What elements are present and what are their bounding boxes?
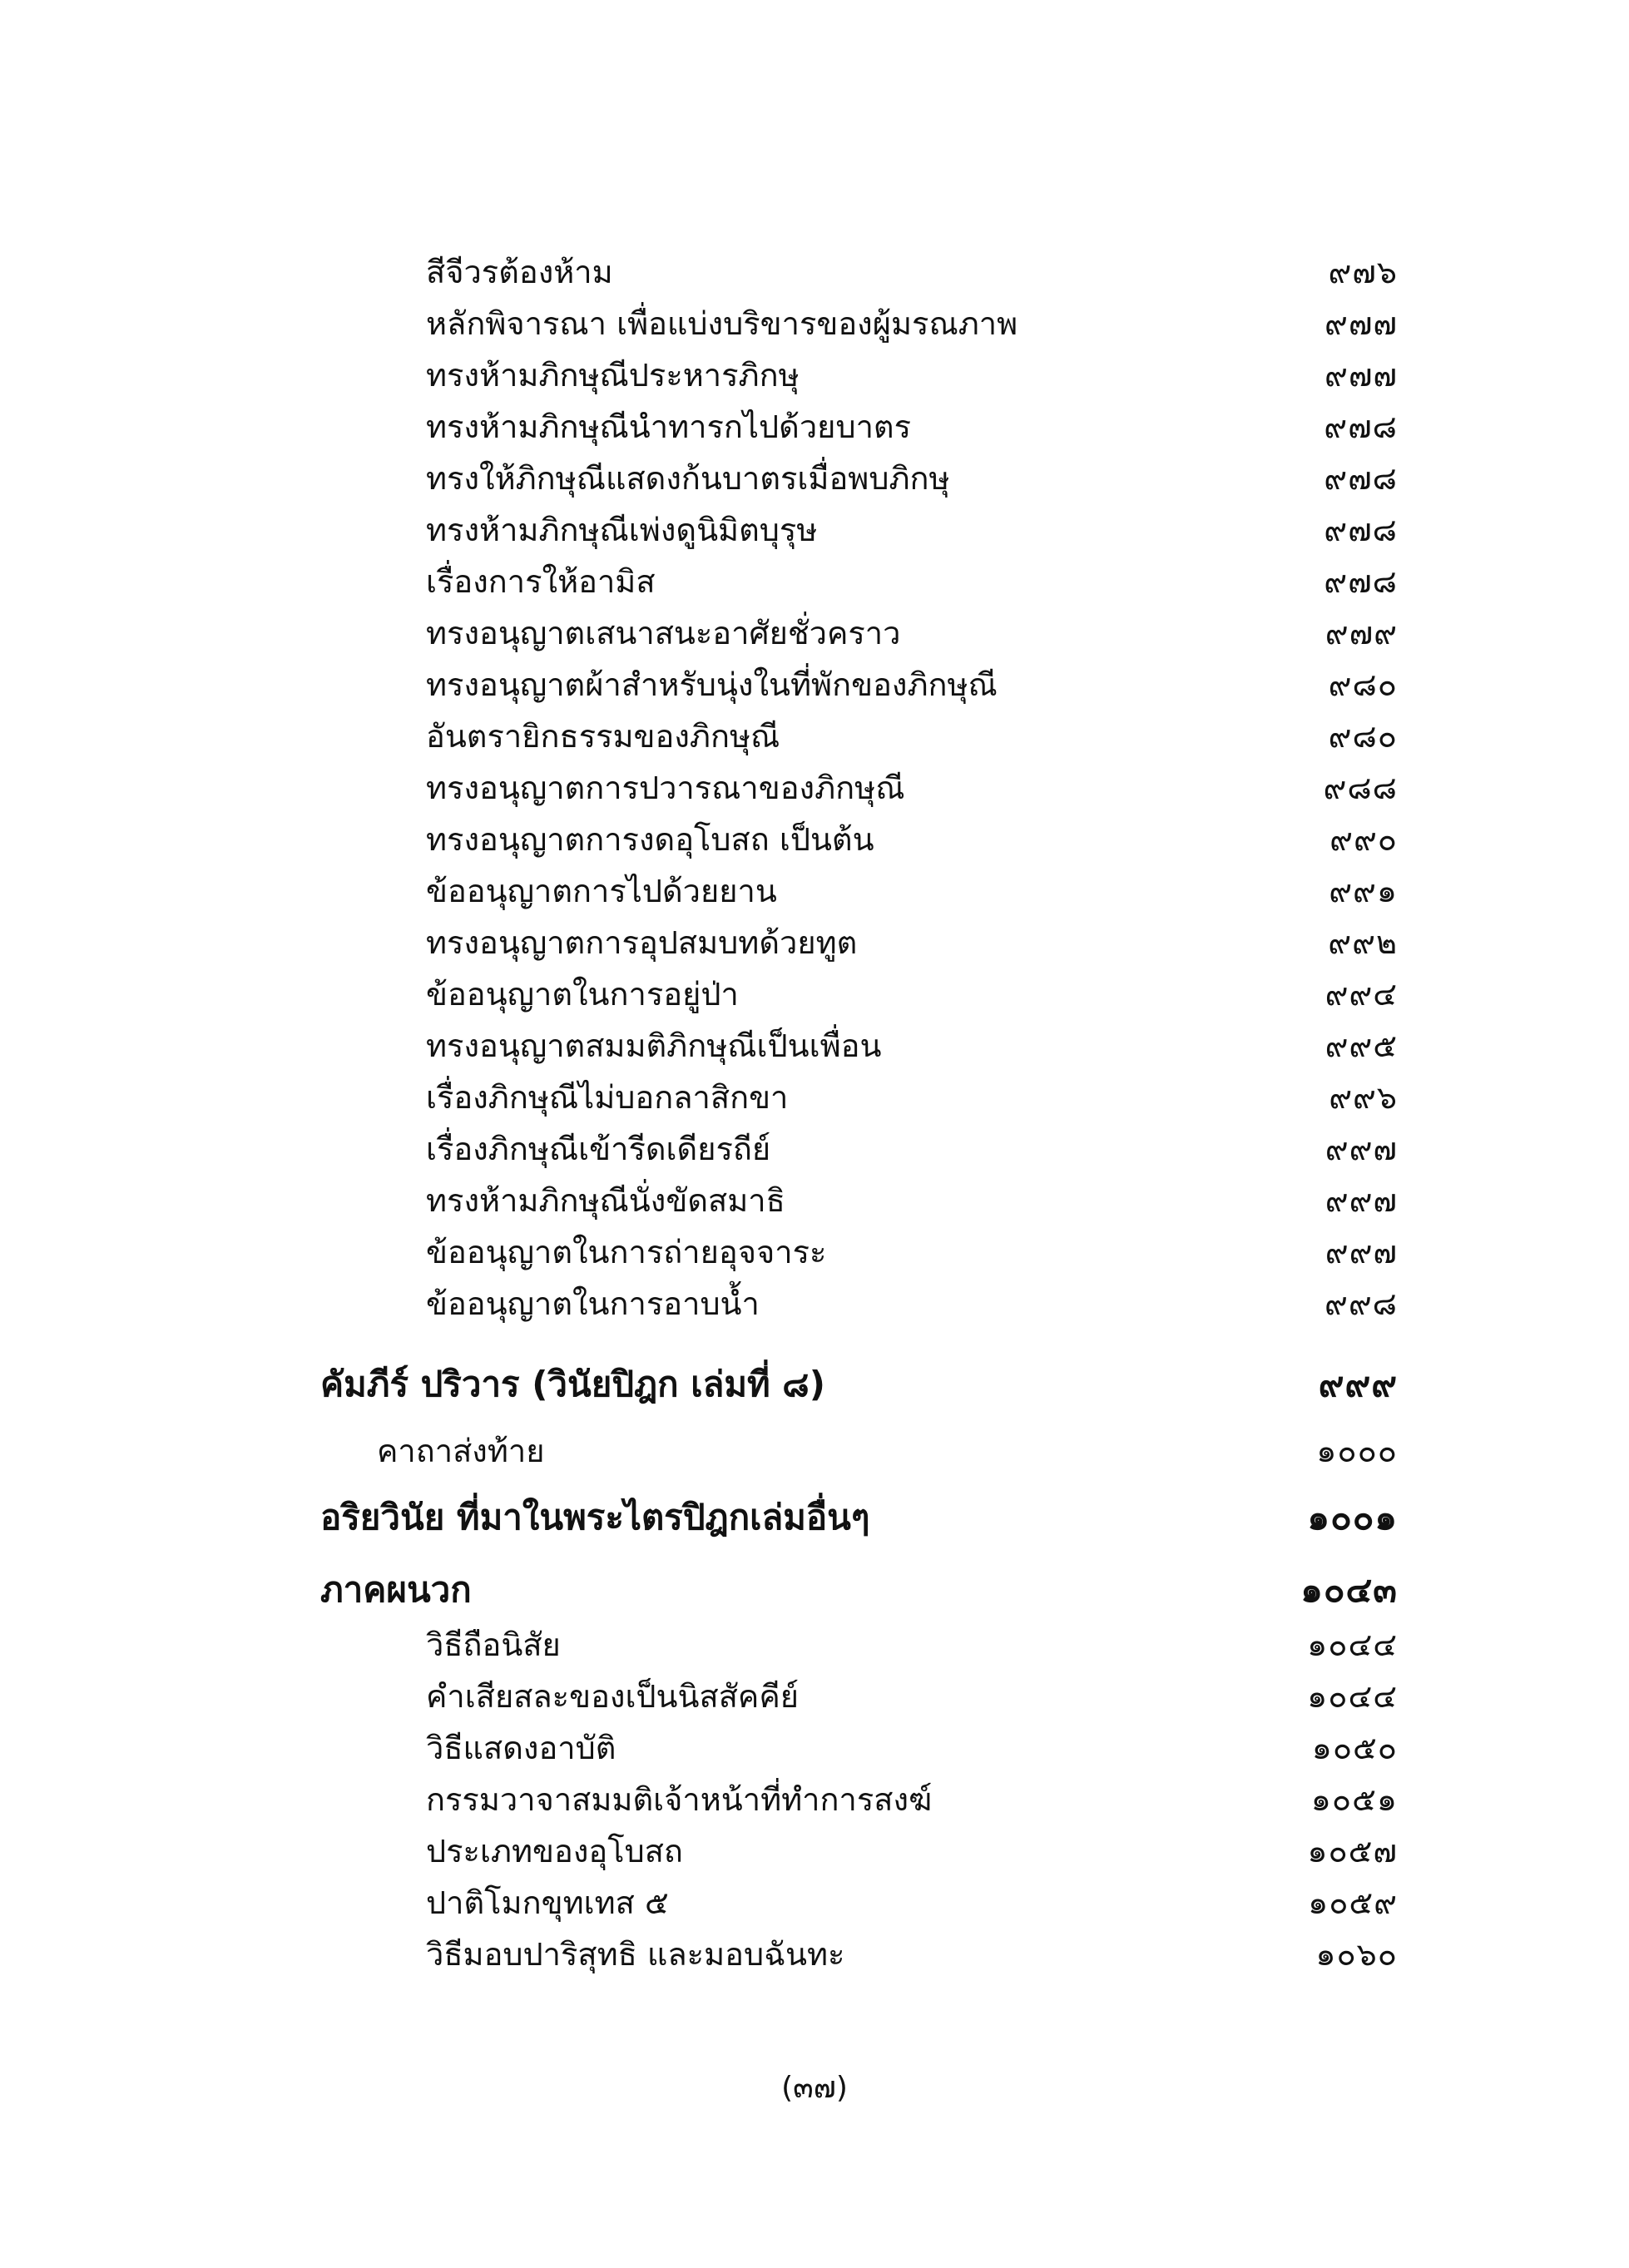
entry-label: ทรงห้ามภิกษุณีประหารภิกษุ bbox=[426, 357, 800, 394]
toc-entry bbox=[320, 1226, 1398, 1278]
toc-entry bbox=[320, 504, 1398, 556]
toc-heading-parivara bbox=[320, 1349, 1398, 1419]
toc-entry bbox=[320, 865, 1398, 917]
entry-page-number: ๙๗๘ bbox=[1324, 409, 1398, 445]
entry-label: หลักพิจารณา เพื่อแบ่งบริขารของผู้มรณภาพ bbox=[426, 305, 1018, 342]
heading-page-number: ๑๐๔๓ bbox=[1300, 1569, 1398, 1610]
entry-page-number: ๙๗๘ bbox=[1324, 512, 1398, 548]
entry-label: กรรมวาจาสมมติเจ้าหน้าที่ทำการสงฆ์ bbox=[426, 1781, 933, 1818]
toc-entry bbox=[320, 1020, 1398, 1072]
entry-page-number: ๑๐๖๐ bbox=[1315, 1936, 1398, 1973]
toc-entry bbox=[320, 711, 1398, 762]
entry-label: ข้ออนุญาตในการอยู่ป่า bbox=[426, 976, 739, 1013]
toc-entry bbox=[320, 762, 1398, 814]
entry-label: วิธีมอบปาริสุทธิ และมอบฉันทะ bbox=[426, 1936, 845, 1973]
table-of-contents bbox=[320, 246, 1398, 1980]
entry-page-number: ๙๙๕ bbox=[1324, 1028, 1398, 1064]
entry-label: เรื่องการให้อามิส bbox=[426, 563, 656, 600]
entry-label: ทรงห้ามภิกษุณีนำทารกไปด้วยบาตร bbox=[426, 409, 911, 445]
subentry-page-number: ๑๐๐๐ bbox=[1316, 1433, 1398, 1469]
entry-page-number: ๙๗๘ bbox=[1324, 563, 1398, 600]
entry-page-number: ๙๗๙ bbox=[1324, 615, 1398, 651]
toc-entry bbox=[320, 246, 1398, 298]
toc-entry bbox=[320, 1825, 1398, 1877]
toc-heading-appendix bbox=[320, 1561, 1398, 1619]
entry-page-number: ๙๗๗ bbox=[1324, 305, 1398, 342]
entry-page-number: ๑๐๔๔ bbox=[1307, 1678, 1398, 1715]
heading-label: คัมภีร์ ปริวาร (วินัยปิฎก เล่มที่ ๘) bbox=[320, 1364, 825, 1404]
page-number-footer: (๓๗) bbox=[781, 2071, 848, 2105]
toc-entry bbox=[320, 1722, 1398, 1774]
toc-entry bbox=[320, 917, 1398, 968]
entry-group-b bbox=[320, 1619, 1398, 1980]
entry-page-number: ๙๙๗ bbox=[1324, 1182, 1398, 1219]
entry-label: วิธีถือนิสัย bbox=[426, 1627, 561, 1663]
toc-entry bbox=[320, 607, 1398, 659]
entry-group-a bbox=[320, 246, 1398, 1330]
toc-entry bbox=[320, 1123, 1398, 1175]
entry-label: ทรงอนุญาตผ้าสำหรับนุ่งในที่พักของภิกษุณี bbox=[426, 666, 998, 703]
entry-label: ทรงห้ามภิกษุณีเพ่งดูนิมิตบุรุษ bbox=[426, 512, 818, 548]
entry-label: ทรงอนุญาตสมมติภิกษุณีเป็นเพื่อน bbox=[426, 1028, 882, 1064]
entry-page-number: ๑๐๕๙ bbox=[1308, 1884, 1398, 1921]
entry-label: ทรงอนุญาตการอุปสมบทด้วยทูต bbox=[426, 924, 858, 961]
entry-label: ทรงอนุญาตการงดอุโบสถ เป็นต้น bbox=[426, 821, 874, 858]
entry-label: เรื่องภิกษุณีเข้ารีดเดียรถีย์ bbox=[426, 1131, 771, 1167]
entry-label: สีจีวรต้องห้าม bbox=[426, 254, 613, 290]
entry-page-number: ๙๘๐ bbox=[1328, 666, 1398, 703]
entry-page-number: ๙๙๗ bbox=[1324, 1131, 1398, 1167]
toc-entry bbox=[320, 401, 1398, 453]
entry-page-number: ๙๗๘ bbox=[1324, 460, 1398, 497]
entry-label: ทรงห้ามภิกษุณีนั่งขัดสมาธิ bbox=[426, 1182, 785, 1219]
entry-page-number: ๙๙๘ bbox=[1324, 1285, 1398, 1322]
subentry-label: คาถาส่งท้าย bbox=[377, 1433, 545, 1469]
entry-page-number: ๙๙๒ bbox=[1328, 924, 1398, 961]
entry-label: เรื่องภิกษุณีไม่บอกลาสิกขา bbox=[426, 1079, 789, 1116]
toc-entry bbox=[320, 814, 1398, 865]
heading-page-number: ๑๐๐๑ bbox=[1307, 1497, 1398, 1538]
entry-page-number: ๑๐๕๗ bbox=[1307, 1833, 1398, 1869]
entry-page-number: ๑๐๕๑ bbox=[1310, 1781, 1398, 1818]
entry-label: อันตรายิกธรรมของภิกษุณี bbox=[426, 718, 780, 755]
entry-page-number: ๙๙๔ bbox=[1324, 976, 1398, 1013]
entry-page-number: ๙๗๖ bbox=[1328, 254, 1398, 290]
entry-label: ทรงอนุญาตเสนาสนะอาศัยชั่วคราว bbox=[426, 615, 901, 651]
heading-page-number: ๙๙๙ bbox=[1318, 1364, 1398, 1404]
entry-label: ข้ออนุญาตในการถ่ายอุจจาระ bbox=[426, 1234, 827, 1270]
entry-page-number: ๙๘๐ bbox=[1328, 718, 1398, 755]
entry-page-number: ๑๐๔๔ bbox=[1307, 1627, 1398, 1663]
toc-entry bbox=[320, 1278, 1398, 1330]
entry-page-number: ๙๙๗ bbox=[1324, 1234, 1398, 1270]
toc-entry bbox=[320, 1774, 1398, 1825]
heading-label: อริยวินัย ที่มาในพระไตรปิฎกเล่มอื่นๆ bbox=[320, 1497, 870, 1538]
entry-label: ทรงให้ภิกษุณีแสดงก้นบาตรเมื่อพบภิกษุ bbox=[426, 460, 950, 497]
entry-page-number: ๙๗๗ bbox=[1324, 357, 1398, 394]
entry-page-number: ๙๙๖ bbox=[1329, 1079, 1398, 1116]
toc-entry bbox=[320, 968, 1398, 1020]
toc-heading-ariya bbox=[320, 1483, 1398, 1552]
toc-subentry-gatha bbox=[320, 1419, 1398, 1483]
toc-entry bbox=[320, 453, 1398, 504]
entry-label: คำเสียสละของเป็นนิสสัคคีย์ bbox=[426, 1678, 800, 1715]
entry-label: วิธีแสดงอาบัติ bbox=[426, 1730, 616, 1766]
toc-entry bbox=[320, 1175, 1398, 1226]
entry-label: ประเภทของอุโบสถ bbox=[426, 1833, 683, 1869]
entry-label: ข้ออนุญาตการไปด้วยยาน bbox=[426, 873, 777, 909]
toc-entry bbox=[320, 1619, 1398, 1671]
entry-label: ข้ออนุญาตในการอาบน้ำ bbox=[426, 1285, 760, 1322]
toc-entry bbox=[320, 1877, 1398, 1929]
toc-entry bbox=[320, 1671, 1398, 1722]
entry-page-number: ๙๙๑ bbox=[1329, 873, 1398, 909]
toc-entry bbox=[320, 556, 1398, 607]
entry-page-number: ๙๘๘ bbox=[1323, 770, 1398, 806]
entry-page-number: ๑๐๕๐ bbox=[1311, 1730, 1398, 1766]
toc-entry bbox=[320, 349, 1398, 401]
entry-label: ปาติโมกขุทเทส ๕ bbox=[426, 1884, 669, 1921]
heading-label: ภาคผนวก bbox=[320, 1569, 472, 1610]
toc-entry bbox=[320, 1929, 1398, 1980]
entry-label: ทรงอนุญาตการปวารณาของภิกษุณี bbox=[426, 770, 905, 806]
toc-entry bbox=[320, 1072, 1398, 1123]
toc-entry bbox=[320, 298, 1398, 349]
entry-page-number: ๙๙๐ bbox=[1329, 821, 1398, 858]
toc-entry bbox=[320, 659, 1398, 711]
